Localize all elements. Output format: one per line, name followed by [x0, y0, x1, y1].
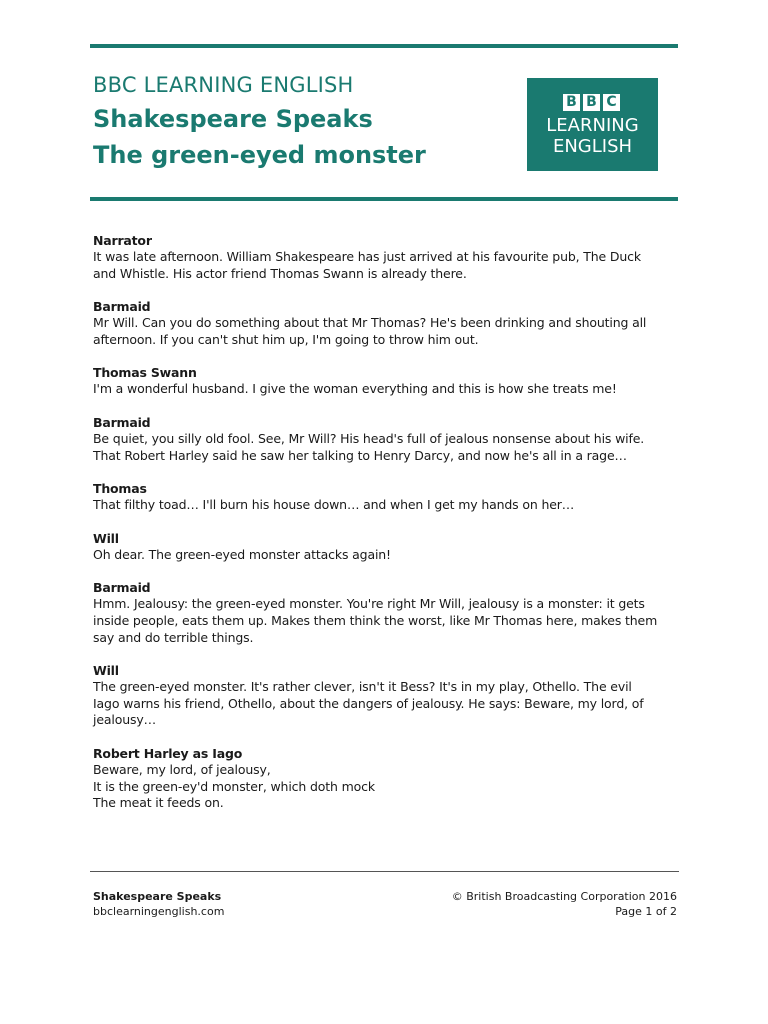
header-brand: BBC LEARNING ENGLISH [93, 73, 354, 97]
speech-line: It was late afternoon. William Shakespeare has just arrived at his favourite pub, The Duck [93, 249, 641, 264]
speech-line: It is the green-ey'd monster, which doth mock [93, 778, 375, 794]
speaker-name: Will [93, 663, 119, 679]
speech-line: The green-eyed monster. It's rather clever, isn't it Bess? It's in my play, Othello. The evil [93, 679, 632, 695]
speech-line: afternoon. If you can't shut him up, I'm going to throw him out. [93, 331, 479, 347]
speech-line: Mr Will. Can you do something about that Mr Thomas? He's been drinking and shouting all [93, 315, 647, 331]
speech-block [93, 415, 683, 464]
speaker-name: Will [93, 530, 119, 546]
speech-line: The meat it feeds on. [93, 795, 224, 811]
bbc-blocks [563, 94, 620, 111]
speaker-name: Narrator [93, 233, 152, 248]
speaker-name: Thomas Swann [93, 365, 197, 381]
speaker-name: Barmaid [93, 414, 151, 430]
speech-line: jealousy… [93, 712, 156, 728]
episode-title: The green-eyed monster [93, 141, 426, 169]
speaker-name: Barmaid [93, 299, 151, 315]
speech-line: Oh dear. The green-eyed monster attacks again! [93, 546, 391, 562]
series-title: Shakespeare Speaks [93, 105, 373, 133]
speaker-name: Barmaid [93, 580, 151, 596]
footer-page-number: Page 1 of 2 [615, 905, 677, 918]
speech-line: inside people, eats them up. Makes them think the worst, like Mr Thomas here, makes them [93, 612, 658, 628]
footer-copyright: © British Broadcasting Corporation 2016 [451, 890, 677, 903]
header-top-rule [90, 44, 678, 48]
speech-block [93, 481, 683, 514]
speech-line: That filthy toad… I'll burn his house down… and when I get my hands on her… [93, 497, 575, 513]
bbc-block-c: C [603, 94, 620, 111]
speech-line: say and do terrible things. [93, 629, 254, 645]
speech-line: I'm a wonderful husband. I give the woman everything and this is how she treats me! [93, 381, 617, 397]
footer-site: bbclearningenglish.com [93, 905, 225, 918]
speaker-name: Thomas [93, 481, 147, 497]
speech-line: and Whistle. His actor friend Thomas Swann is already there. [93, 265, 467, 281]
speech-line: Hmm. Jealousy: the green-eyed monster. You're right Mr Will, jealousy is a monster: it gets [93, 596, 645, 612]
speech-block [93, 365, 683, 398]
speech-block [93, 746, 683, 812]
speech-line: That Robert Harley said he saw her talking to Henry Darcy, and now he's all in a rage… [93, 447, 627, 463]
footer-series: Shakespeare Speaks [93, 890, 222, 903]
speech-block [93, 233, 683, 282]
speech-line: Iago warns his friend, Othello, about the dangers of jealousy. He says: Beware, my lord, of [93, 695, 644, 711]
bbc-block-b2: B [583, 94, 600, 111]
logo-text-learning: LEARNING [546, 115, 639, 136]
speaker-name: Robert Harley as Iago [93, 745, 243, 761]
bbc-learning-english-logo [527, 78, 658, 171]
bbc-block-b1: B [563, 94, 580, 111]
speech-block [93, 531, 683, 564]
speech-block [93, 663, 683, 729]
footer-rule [90, 871, 679, 872]
header-bottom-rule [90, 197, 678, 201]
speech-block [93, 580, 683, 646]
speech-line: Beware, my lord, of jealousy, [93, 761, 271, 777]
speech-block [93, 299, 683, 348]
logo-text-english: ENGLISH [552, 136, 633, 157]
speech-line: Be quiet, you silly old fool. See, Mr Will? His head's full of jealous nonsense about his wife. [93, 430, 645, 446]
script-body [93, 233, 683, 829]
